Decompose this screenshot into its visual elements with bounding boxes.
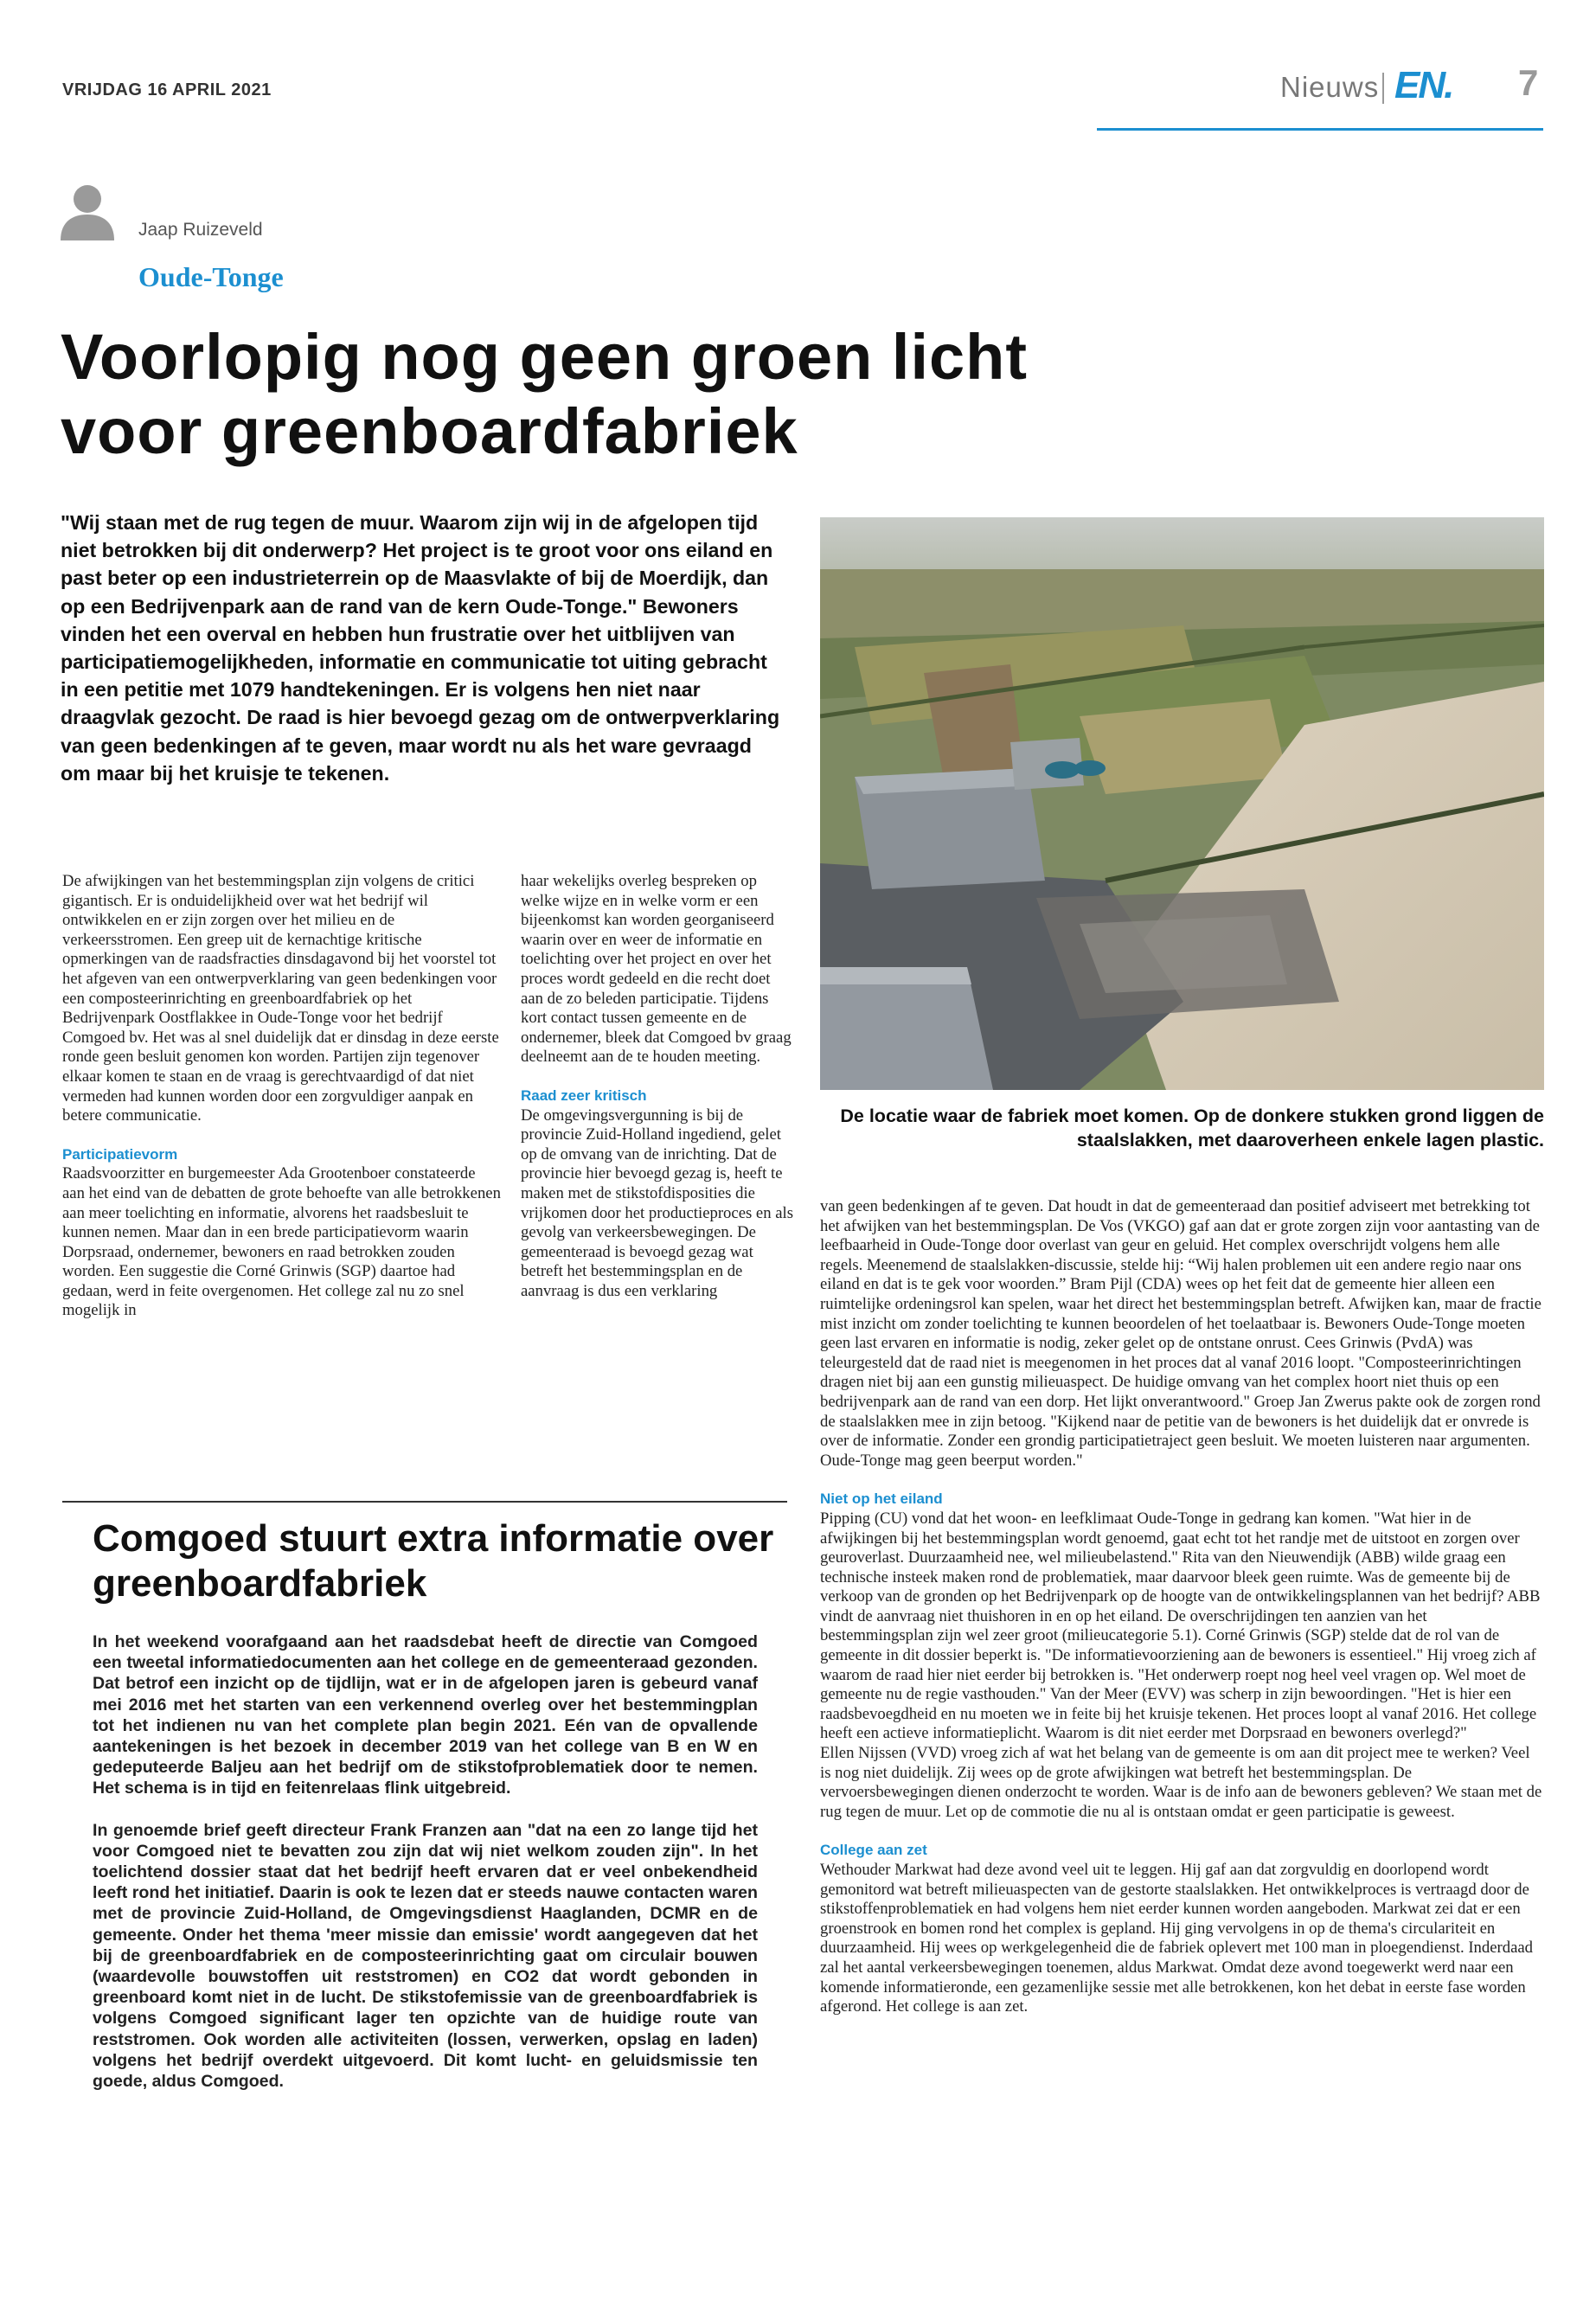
- subheading: College aan zet: [820, 1842, 927, 1859]
- subheading: Participatievorm: [62, 1145, 178, 1163]
- aerial-photo-site: [820, 517, 1544, 1090]
- article-headline: Voorlopig nog geen groen licht voor greenboardfabriek: [61, 321, 1029, 467]
- subheading: Niet op het eiland: [820, 1490, 943, 1508]
- paragraph: In het weekend voorafgaand aan het raadsdebat heeft de directie van Comgoed een tweetal informatiedocumenten aan het college en de gemeenteraad gezonden. Dat betrof een inzicht op de tijdlijn, wat er in de afgelopen jaren is gebeurd vanaf mei 2016 met het starten van een verkennend overleg over het bestemmingplan tot het indienen nu van het complete plan begin 2021. Eén van de opvallende aantekeningen is het bezoek in december 2019 van het college van B en W en gedeputeerde Baljeu aan het bedrijf om de stikstofproblematiek door te nemen. Het schema is in tijd en feitenrelaas flink uitgebreid.: [93, 1632, 758, 1798]
- paragraph: De afwijkingen van het bestemmingsplan zijn volgens de critici gigantisch. Er is onduidelijkheid over wat het bedrijf wil ontwikkelen en er zijn zorgen over het milieu en de verkeersstromen. Een greep uit de kernachtige kritische opmerkingen van de raadsfracties dinsdagavond bij het voorstel tot het afgeven van een ontwerpverklaring van geen bedenkingen voor een composteerinrichting en greenboardfabriek op het Bedrijvenpark Oostflakkee in Oude-Tonge voor het bedrijf Comgoed bv. Het was al snel duidelijk dat er dinsdag in deze eerste ronde geen besluit genomen kon worden. Partijen zijn tegenover elkaar komen te staan en de vraag is gerechtvaardigd of dat niet vermeden had kunnen worden door een zorgvuldiger aanpak en betere communicatie.: [62, 872, 499, 1125]
- article-intro: "Wij staan met de rug tegen de muur. Waarom zijn wij in de afgelopen tijd niet betrokken bij dit onderwerp? Het project is te groot voor ons eiland en past beter op een industrieterrein op de Maasvlakte of bij de Moerdijk, dan op een Bedrijvenpark aan de rand van de kern Oude-Tonge." Bewoners vinden het een overval en hebben hun frustratie over het uitblijven van participatiemogelijkheden, informatie en communicatie tot uiting gebracht in een petitie met 1079 handtekeningen. Er is volgens hen niet naar draagvlak gezocht. De raad is hier bevoegd gezag om de ontwerpverklaring van geen bedenkingen af te geven, maar wordt nu als het ware gevraagd om maar bij het kruisje te tekenen.: [61, 511, 780, 785]
- issue-date: VRIJDAG 16 APRIL 2021: [62, 80, 272, 99]
- paragraph: Pipping (CU) vond dat het woon- en leefklimaat Oude-Tonge in gedrang kan komen. "Wat hier in de afwijkingen bij het bestemmingsplan wordt genoemd, gaat echt tot het randje met de uitstoot en zorgen over geuroverlast. Duurzaamheid nee, wel milieubelastend." Rita van den Nieuwendijk (ABB) wilde graag een technische insteek maken rond de problematiek, maar daarvoor bleek geen ruimte. Was de gemeente bij de verkoop van de gronden op het Bedrijvenpark op de hoogte van de ontwikkelingsplannen van het bedrijf? ABB vindt de aanvraag niet thuishoren in en op het eiland. De overschrijdingen ten aanzien van het bestemmingsplan zijn wel zeer groot (milieucategorie 5.1). Corné Grinwis (SGP) stelde dat de rol van de gemeente in dit dossier beperkt is. "De informatievoorziening aan de bewoners is essentieel." Hij vroeg zich af waarom de raad hier niet eerder bij betrokken is. "Het onderwerp roept nog heel veel vragen op. Wel moet de gemeente nu de regie vasthouden." Van der Meer (EVV) was scherp in zijn bewoordingen. "Het is hier een raadsbevoegdheid en nu moeten we in feite bij het kruisje tekenen. Het proces loopt al vanaf 2016. Het college heeft een actieve informatieplicht. Waarom is dit niet eerder met Dorpsraad en bewoners overlegd?": [820, 1509, 1541, 1743]
- section-label: Nieuws: [1280, 71, 1380, 103]
- page-number: 7: [1518, 62, 1539, 103]
- box-headline: Comgoed stuurt extra informatie over greenboardfabriek: [93, 1517, 774, 1605]
- paragraph: van geen bedenkingen af te geven. Dat houdt in dat de gemeenteraad dan positief adviseert met betrekking tot het afwijken van het bestemmingsplan. De Vos (VKGO) gaf aan dat er grote zorgen zijn voor aantasting van de leefbaarheid in Oude-Tonge door overlast van geur en geluid. Het complex overschrijdt volgens hem alle regels. Meenemend de staalslakken-discussie, stelde hij: “Wij halen problemen uit een andere regio naar ons eiland en dat is te gek voor woorden.” Bram Pijl (CDA) wees op het feit dat de gemeente hier alleen een ruimtelijke ordeningsrol kan spelen, waar het direct het bestemmingsplan betreft. Afwijken kan, maar de fractie mist inzicht om zonder toelichting te kunnen beoordelen of het toelaatbaar is. Bewoners Oude-Tonge moeten geen last ervaren en informatie is nodig, zeker gelet op de ontstane onrust. Cees Grinwis (PvdA) was teleurgesteld dat de raad niet is meegenomen in het proces dat al vanaf 2016 loopt. "Composteerinrichtingen dragen niet bij aan een gunstig milieuaspect. De huidige omvang van het complex hoort niet thuis op een bedrijvenpark aan de rand van een dorp. Het lijkt onverantwoord." Groep Jan Zwerus pakte ook de zorgen rond de staalslakken mee in zijn betoog. "Kijkend naar de petitie van de bewoners is het duidelijk dat er onvrede is over de informatie. Zonder een grondig participatietraject geen besluit. We moeten luisteren naar argumenten. Oude-Tonge mag geen beerput worden.": [820, 1197, 1542, 1470]
- box-body: [93, 1631, 758, 2112]
- photo-caption: De locatie waar de fabriek moet komen. Op de donkere stukken grond liggen de staalslakken, met daaroverheen enkele lagen plastic.: [840, 1106, 1544, 1150]
- paragraph: Wethouder Markwat had deze avond veel uit te leggen. Hij gaf aan dat zorgvuldig en doorlopend wordt gemonitord wat betreft milieuaspecten van de gestorte staalslakken. Het ontwikkelproces is vertraagd door de stikstoffenproblematiek en had volgens hem niet eerder kunnen worden aangeboden. Markwat zei dat er een groenstrook en bomen rond het complex is gepland. Hij ging vervolgens in op de thema's circulariteit en duurzaamheid. Hij wees op werkgelegenheid die de fabriek oplevert met 100 man in ploegendienst. Inderdaad zal het aantal verkeersbewegingen toenemen, aldus Markwat. Omdat deze avond toegewerkt werd naar een komende informatieronde, een gezamenlijke sessie met alle betrokkenen, kon het debat in eerste fase worden afgerond. Het college is aan zet.: [820, 1861, 1534, 2016]
- article-column-3: [820, 1197, 1544, 2017]
- paragraph: De omgevingsvergunning is bij de provincie Zuid-Holland ingediend, gelet op de omvang van de inrichting. Dat de provincie hier bevoegd gezag is, heeft te maken met de stikstofdisposities die vrijkomen door het productieproces en als gevolg van verkeersbewegingen. De gemeenteraad is bevoegd gezag wat betreft het bestemmingsplan en de aanvraag is dus een verklaring: [521, 1106, 793, 1300]
- article-column-2: [521, 872, 796, 1301]
- dateline-location: Oude-Tonge: [138, 261, 284, 292]
- brand-logo: EN.: [1394, 64, 1453, 106]
- author-avatar-icon: [61, 183, 114, 240]
- subheading: Raad zeer kritisch: [521, 1086, 647, 1104]
- author-name: Jaap Ruizeveld: [138, 220, 263, 240]
- article-column-1: [62, 872, 502, 1321]
- paragraph: haar wekelijks overleg bespreken op welke wijze en in welke vorm er een bijeenkomst kan worden georganiseerd waarin over en weer de informatie en toelichting over het project en over het proces wordt gedeeld en die recht doet aan de zo beleden participatie. Tijdens kort contact tussen gemeente en de ondernemer, bleek dat Comgoed bv graag deelneemt aan de te houden meeting.: [521, 872, 792, 1067]
- paragraph: Raadsvoorzitter en burgemeester Ada Grootenboer constateerde aan het eind van de debatten de grote behoefte van alle betrokkenen aan meer toelichting en informatie, alvorens het raadsbesluit te kunnen nemen. Maar dan in een brede participatievorm waarin Dorpsraad, ondernemer, bewoners en raad betrokken zouden worden. Een suggestie die Corné Grinwis (SGP) daartoe had gedaan, werd in feite overgenomen. Het college zal nu zo snel mogelijk in: [62, 1164, 501, 1320]
- paragraph: Ellen Nijssen (VVD) vroeg zich af wat het belang van de gemeente is om aan dit project mee te werken? Veel is nog niet duidelijk. Zij wees op de grote afwijkingen wat betreft het bestemmingsplan. De vervoersbewegingen dienen onderzocht te worden. Waar is de info aan de bewoners gebleven? We staan met de rug tegen de muur. Let op de commotie die nu al is ontstaan omdat er geen participatie is geweest.: [820, 1744, 1542, 1821]
- header-rule: [1097, 128, 1543, 131]
- paragraph: In genoemde brief geeft directeur Frank Franzen aan "dat na een zo lange tijd het voor Comgoed niet te bevatten zou zijn dat wij niet welkom zouden zijn". In het toelichtend dossier staat dat het bedrijf heeft ervaren dat er veel onbekendheid leeft rond het initiatief. Daarin is ook te lezen dat er steeds nauwe contacten waren met de provincie Zuid-Holland, de Omgevingsdienst Haaglanden, DCMR en de gemeente. Onder het thema 'meer missie dan emissie' wordt aangegeven dat het bij de greenboardfabriek en de composteerinrichting gaat om circulair bouwen (waardevolle bouwstoffen uit reststromen) en CO2 dat wordt gebonden in greenboard komt niet in de lucht. De stikstofemissie van de greenboardfabriek is volgens Comgoed significant lager ten opzichte van de huidige route van reststromen. Ook worden alle activiteiten (lossen, verwerken, opslag en laden) volgens het bedrijf overdekt uitgevoerd. Dit komt lucht- en geluidsmissie ten goede, aldus Comgoed.: [93, 1820, 758, 2092]
- box-divider: [62, 1501, 787, 1503]
- header-divider: [1382, 73, 1384, 104]
